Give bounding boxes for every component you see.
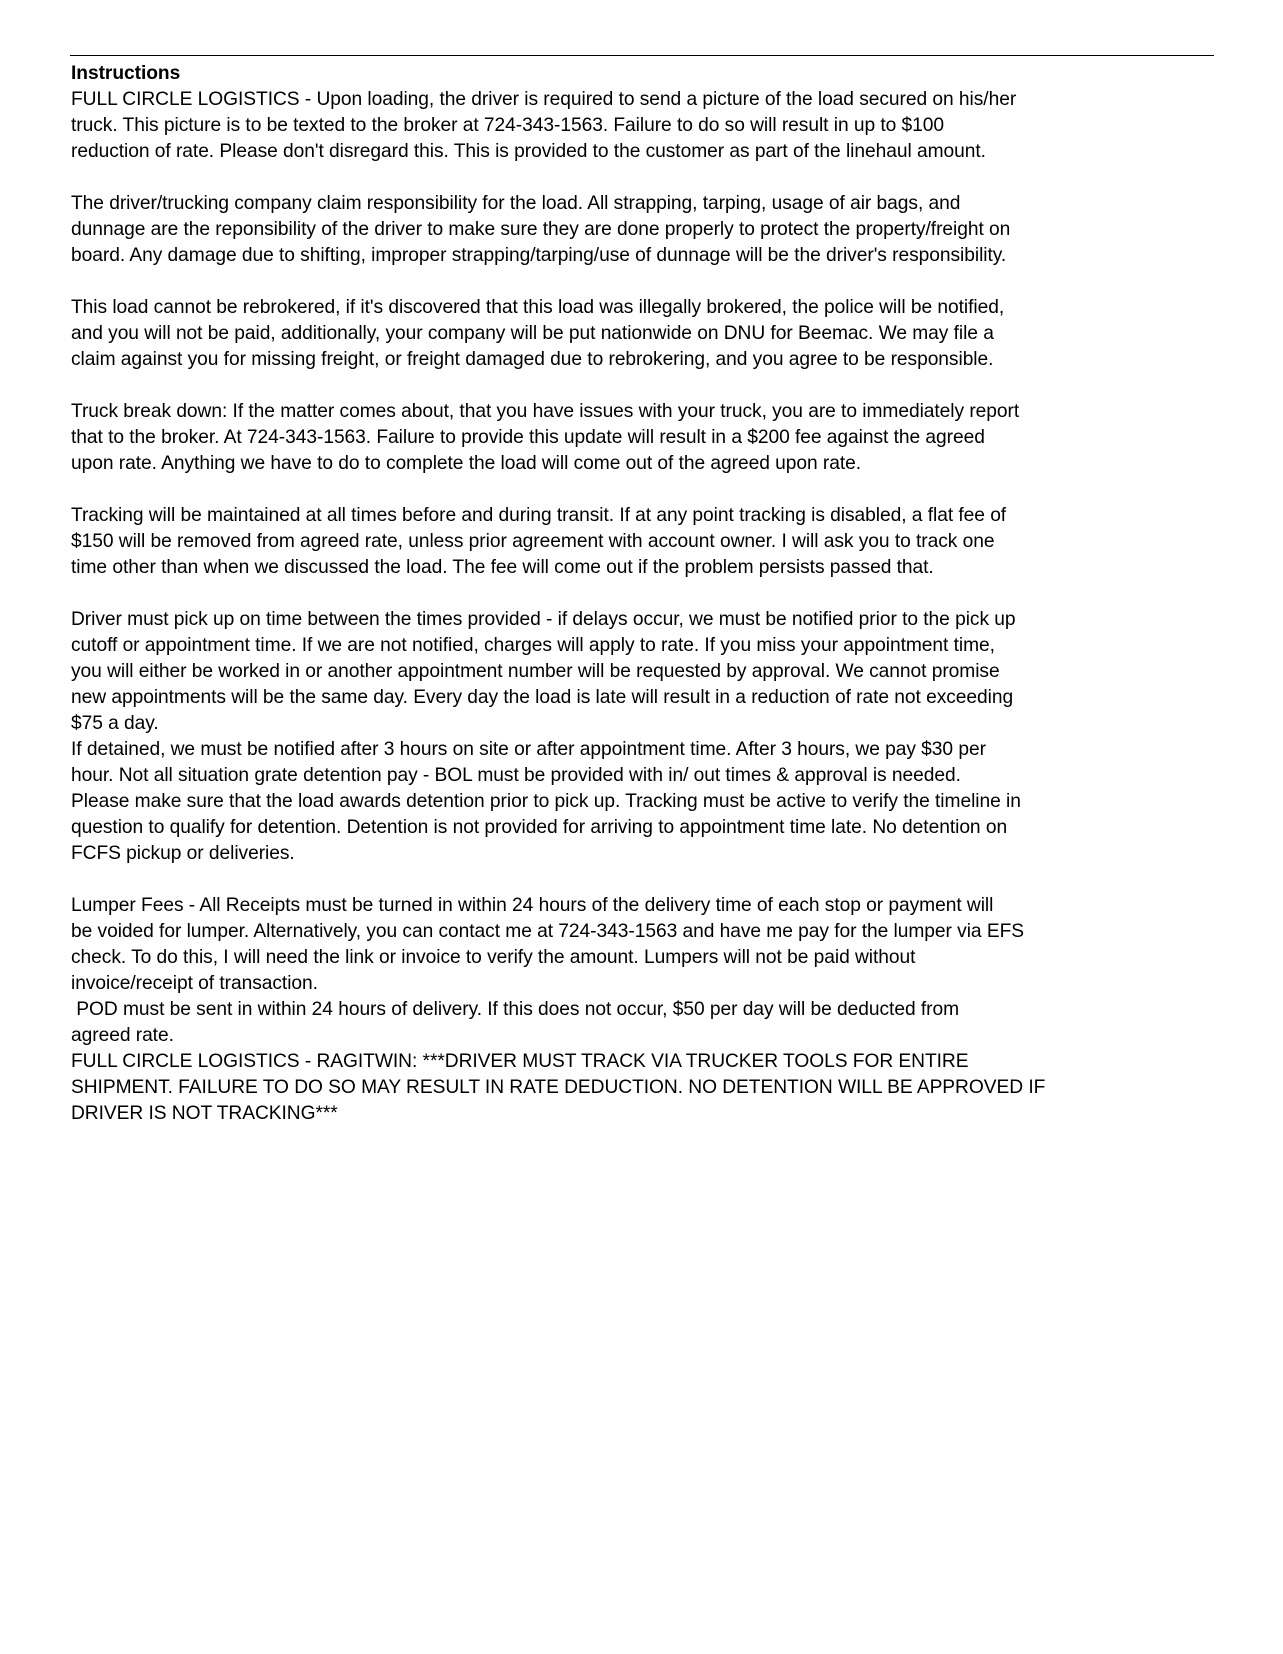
text-line: board. Any damage due to shifting, improper strapping/tarping/use of dunnage will be the driver's responsibility. — [71, 245, 1007, 266]
text-line: be voided for lumper. Alternatively, you can contact me at 724-343-1563 and have me pay for the lumper via EFS — [71, 921, 1024, 942]
text-line: Lumper Fees - All Receipts must be turned in within 24 hours of the delivery time of each stop or payment will — [71, 895, 994, 916]
paragraph-load-responsibility — [71, 191, 1231, 269]
text-line: $75 a day. — [71, 713, 159, 734]
text-line: Truck break down: If the matter comes about, that you have issues with your truck, you are to immediately report — [71, 401, 1020, 422]
text-line: $150 will be removed from agreed rate, unless prior agreement with account owner. I will ask you to track one — [71, 531, 995, 552]
text-line: Please make sure that the load awards detention prior to pick up. Tracking must be active to verify the timeline in — [71, 791, 1021, 812]
text-line: dunnage are the reponsibility of the driver to make sure they are done properly to protect the property/freight on — [71, 219, 1011, 240]
paragraph-photo-requirement — [71, 87, 1231, 165]
text-line: FCFS pickup or deliveries. — [71, 843, 295, 864]
paragraph-lumper-pod-tracking — [71, 893, 1231, 1127]
text-line: FULL CIRCLE LOGISTICS - RAGITWIN: ***DRIVER MUST TRACK VIA TRUCKER TOOLS FOR ENTIRE — [71, 1051, 969, 1072]
paragraph-gap — [71, 477, 1231, 503]
text-line: POD must be sent in within 24 hours of delivery. If this does not occur, $50 per day will be deducted from — [71, 999, 960, 1020]
text-line: question to qualify for detention. Detention is not provided for arriving to appointment time late. No detention on — [71, 817, 1008, 838]
paragraph-rebrokering — [71, 295, 1231, 373]
paragraph-truck-breakdown — [71, 399, 1231, 477]
paragraph-gap — [71, 165, 1231, 191]
paragraph-pickup-detention — [71, 607, 1231, 867]
text-line: This load cannot be rebrokered, if it's discovered that this load was illegally brokered, the police will be notified, — [71, 297, 1005, 318]
text-line: FULL CIRCLE LOGISTICS - Upon loading, the driver is required to send a picture of the load secured on his/her — [71, 89, 1017, 110]
text-line: agreed rate. — [71, 1025, 174, 1046]
instructions-section — [71, 61, 1231, 1127]
paragraph-gap — [71, 867, 1231, 893]
paragraph-tracking — [71, 503, 1231, 581]
text-line: check. To do this, I will need the link or invoice to verify the amount. Lumpers will not be paid without — [71, 947, 916, 968]
top-divider — [70, 55, 1214, 56]
text-line: and you will not be paid, additionally, your company will be put nationwide on DNU for Beemac. We may file a — [71, 323, 994, 344]
text-line: you will either be worked in or another appointment number will be requested by approval. We cannot promise — [71, 661, 1000, 682]
paragraph-gap — [71, 269, 1231, 295]
text-line: hour. Not all situation grate detention pay - BOL must be provided with in/ out times & approval is needed. — [71, 765, 961, 786]
text-line: truck. This picture is to be texted to the broker at 724-343-1563. Failure to do so will result in up to $100 — [71, 115, 945, 136]
text-line: The driver/trucking company claim responsibility for the load. All strapping, tarping, usage of air bags, and — [71, 193, 961, 214]
paragraph-gap — [71, 373, 1231, 399]
text-line: SHIPMENT. FAILURE TO DO SO MAY RESULT IN RATE DEDUCTION. NO DETENTION WILL BE APPROVED IF — [71, 1077, 1046, 1098]
text-line: DRIVER IS NOT TRACKING*** — [71, 1103, 338, 1124]
text-line: claim against you for missing freight, or freight damaged due to rebrokering, and you agree to be responsible. — [71, 349, 994, 370]
text-line: reduction of rate. Please don't disregard this. This is provided to the customer as part of the linehaul amount. — [71, 141, 986, 162]
paragraph-gap — [71, 581, 1231, 607]
text-line: upon rate. Anything we have to do to complete the load will come out of the agreed upon rate. — [71, 453, 862, 474]
text-line: If detained, we must be notified after 3 hours on site or after appointment time. After 3 hours, we pay $30 per — [71, 739, 986, 760]
text-line: cutoff or appointment time. If we are not notified, charges will apply to rate. If you miss your appointment time, — [71, 635, 995, 656]
text-line: Driver must pick up on time between the times provided - if delays occur, we must be notified prior to the pick up — [71, 609, 1016, 630]
text-line: Tracking will be maintained at all times before and during transit. If at any point tracking is disabled, a flat fee of — [71, 505, 1007, 526]
section-heading: Instructions — [71, 63, 181, 84]
text-line: invoice/receipt of transaction. — [71, 973, 318, 994]
text-line: time other than when we discussed the load. The fee will come out if the problem persists passed that. — [71, 557, 934, 578]
text-line: that to the broker. At 724-343-1563. Failure to provide this update will result in a $200 fee against the agreed — [71, 427, 985, 448]
text-line: new appointments will be the same day. Every day the load is late will result in a reduction of rate not exceeding — [71, 687, 1014, 708]
